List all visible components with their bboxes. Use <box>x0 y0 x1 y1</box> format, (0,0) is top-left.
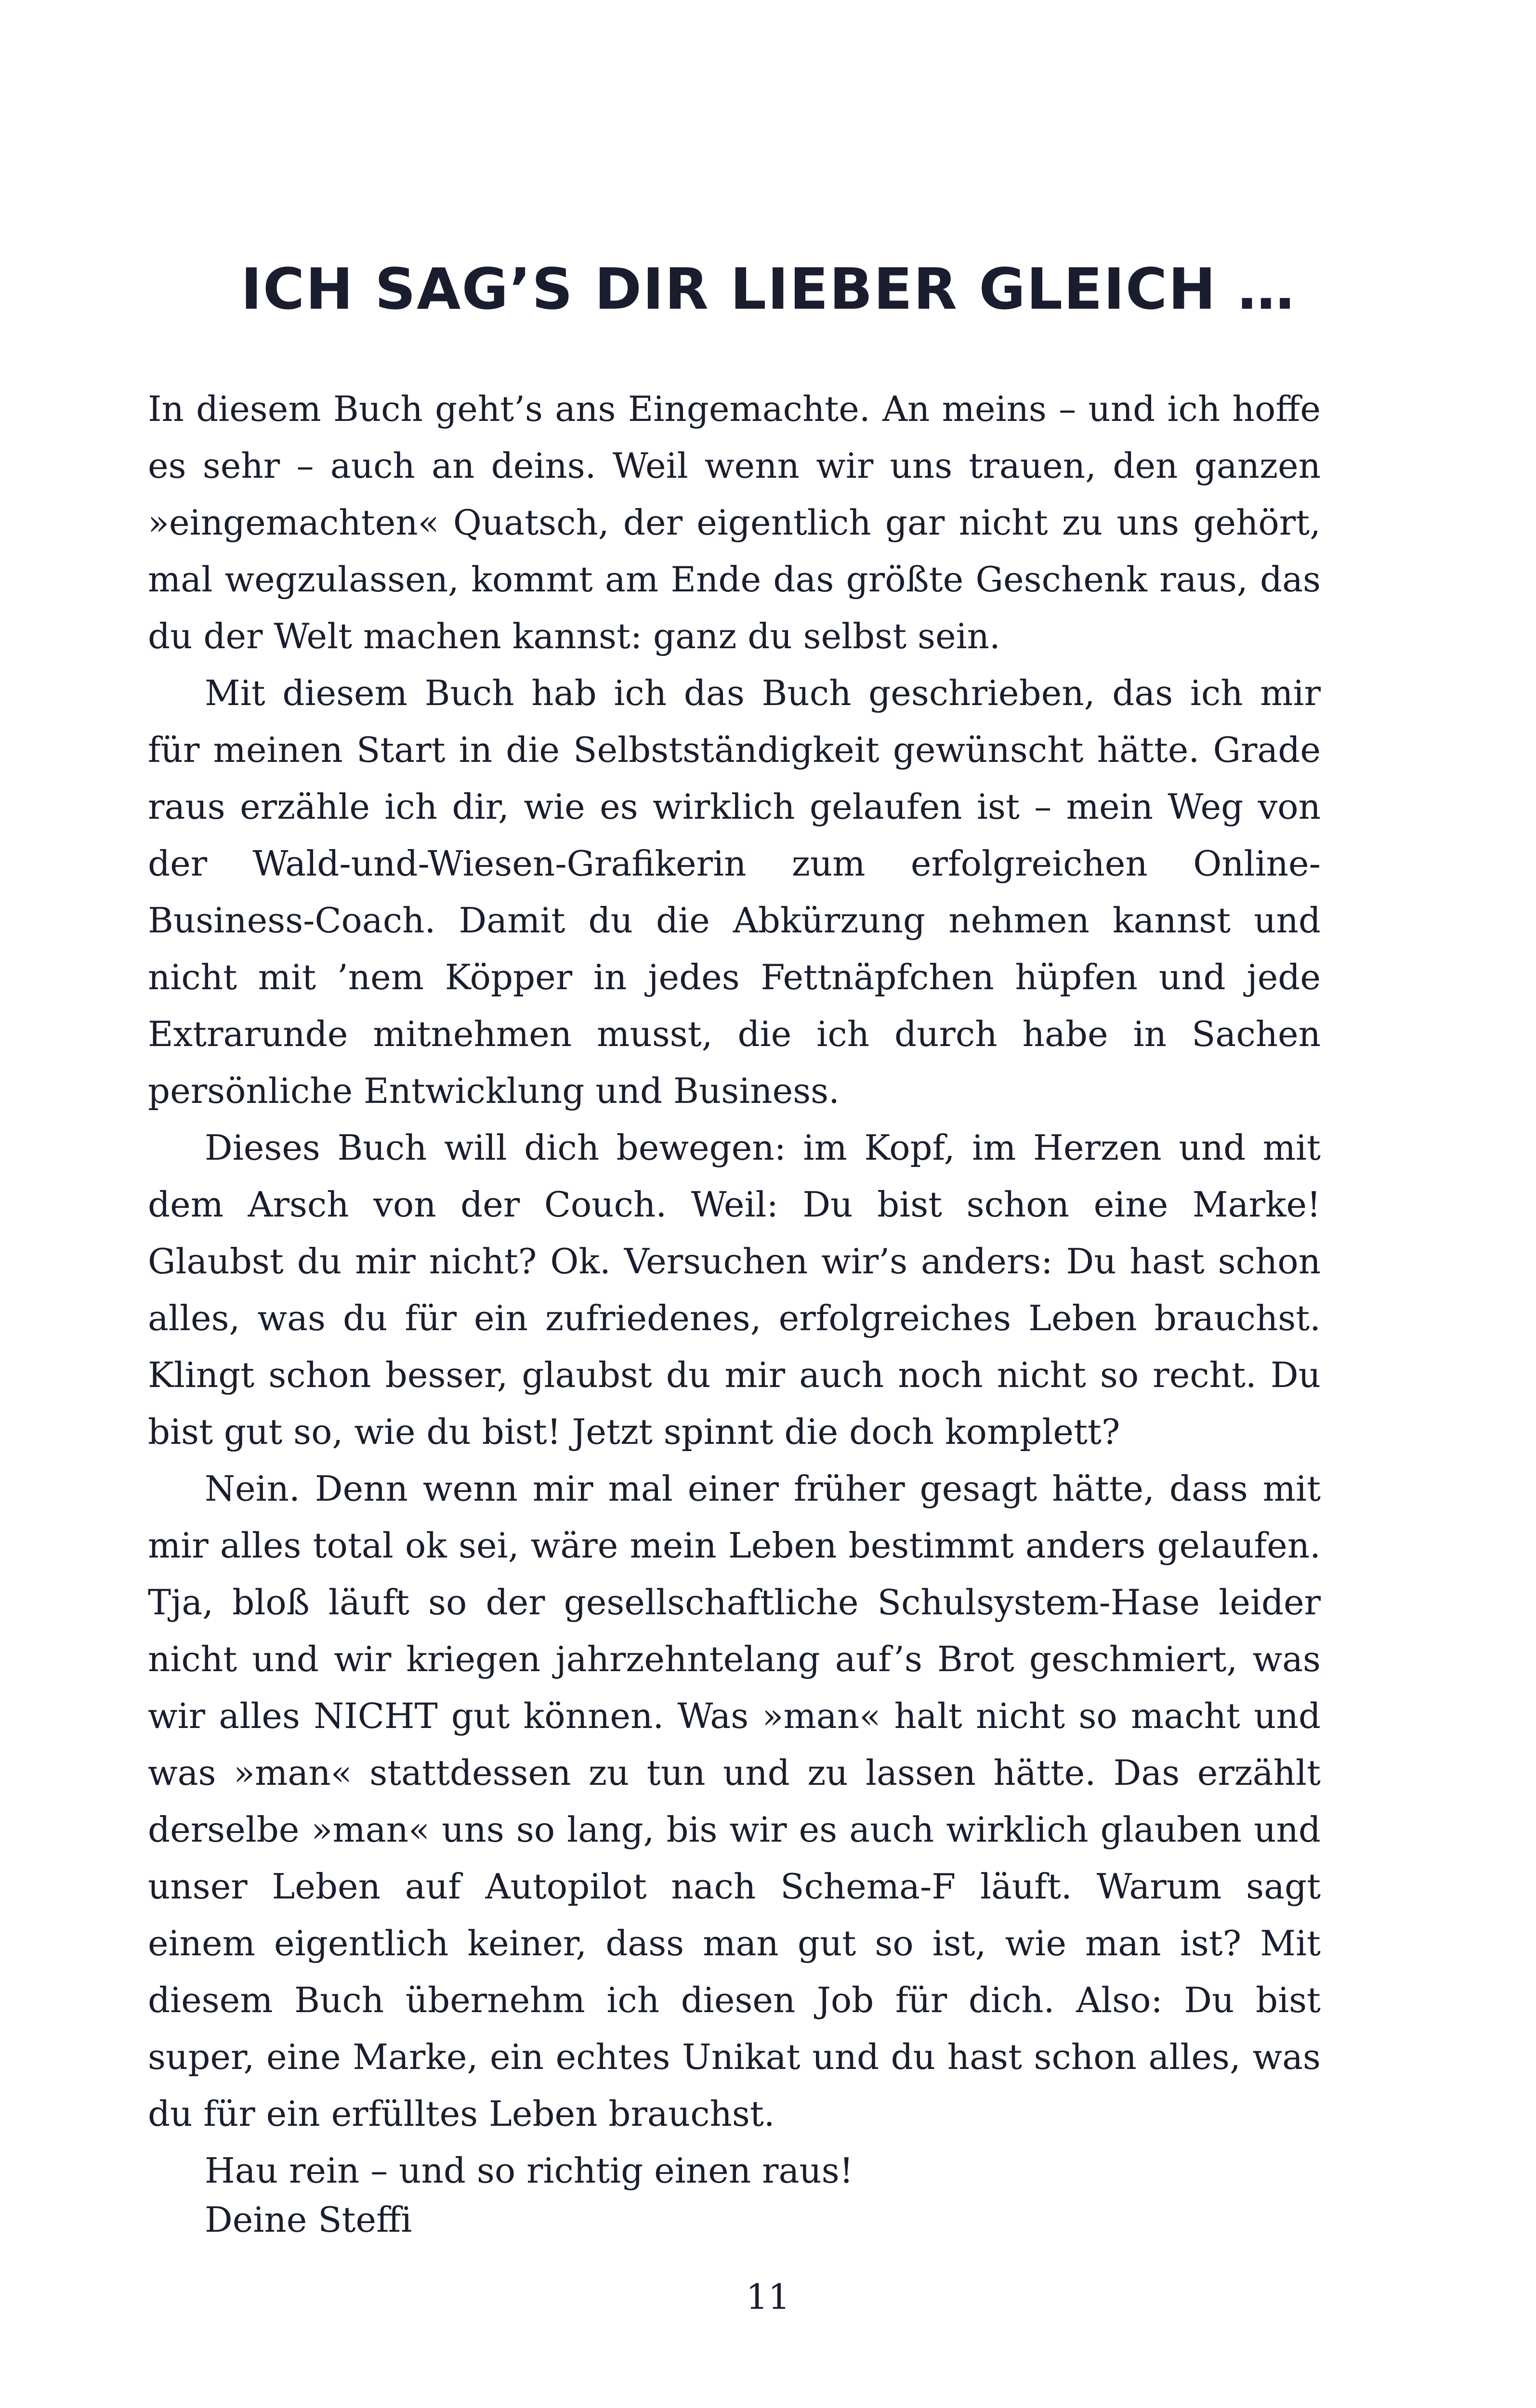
paragraph-2: Mit diesem Buch hab ich das Buch geschrieben, das ich mir für meinen Start in die Selbstständigkeit gewünscht hätte. Grade raus erzähle ich dir, wie es wirklich gelaufen ist – mein Weg von der Wald-und-Wiesen-Grafikerin zum erfolgreichen Online-Business-Coach. Damit du die Abkürzung nehmen kannst und nicht mit ’nem Köpper in jedes Fettnäpfchen hüpfen und jede Extrarunde mitnehmen musst, die ich durch habe in Sachen persönliche Entwicklung und Business. <box>148 673 1321 1111</box>
paragraph-4: Nein. Denn wenn mir mal einer früher gesagt hätte, dass mit mir alles total ok sei, wäre mein Leben bestimmt anders gelaufen. Tja, bloß läuft so der gesellschaftliche Schulsystem-Hase leider nicht und wir kriegen jahrzehntelang auf’s Brot geschmiert, was wir alles NICHT gut können. Was »man« halt nicht so macht und was »man« stattdessen zu tun und zu lassen hätte. Das erzählt derselbe »man« uns so lang, bis wir es auch wirklich glauben und unser Leben auf Autopilot nach Schema-F läuft. Warum sagt einem eigentlich keiner, dass man gut so ist, wie man ist? Mit diesem Buch übernehm ich diesen Job für dich. Also: Du bist super, eine Marke, ein echtes Unikat und du hast schon alles, was du für ein erfülltes Leben brauchst. <box>148 1468 1321 2134</box>
body-text <box>148 380 1321 2199</box>
paragraph-3: Dieses Buch will dich bewegen: im Kopf, im Herzen und mit dem Arsch von der Couch. Weil: Du bist schon eine Marke! Glaubst du mir nicht? Ok. Versuchen wir’s anders: Du hast schon alles, was du für ein zufriedenes, erfolgreiches Leben brauchst. Klingt schon besser, glaubst du mir auch noch nicht so recht. Du bist gut so, wie du bist! Jetzt spinnt die doch komplett? <box>148 1127 1321 1452</box>
chapter-title: ICH SAG’S DIR LIEBER GLEICH … <box>240 256 1296 322</box>
page-number: 11 <box>746 2277 790 2317</box>
paragraph-1: In diesem Buch geht’s ans Eingemachte. An meins – und ich hoffe es sehr – auch an deins. Weil wenn wir uns trauen, den ganzen »eingemachten« Quatsch, der eigentlich gar nicht zu uns gehört, mal wegzulassen, kommt am Ende das größte Geschenk raus, das du der Welt machen kannst: ganz du selbst sein. <box>148 389 1321 656</box>
signature: Deine Steffi <box>205 2199 412 2240</box>
paragraph-5: Hau rein – und so richtig einen raus! <box>205 2150 853 2191</box>
